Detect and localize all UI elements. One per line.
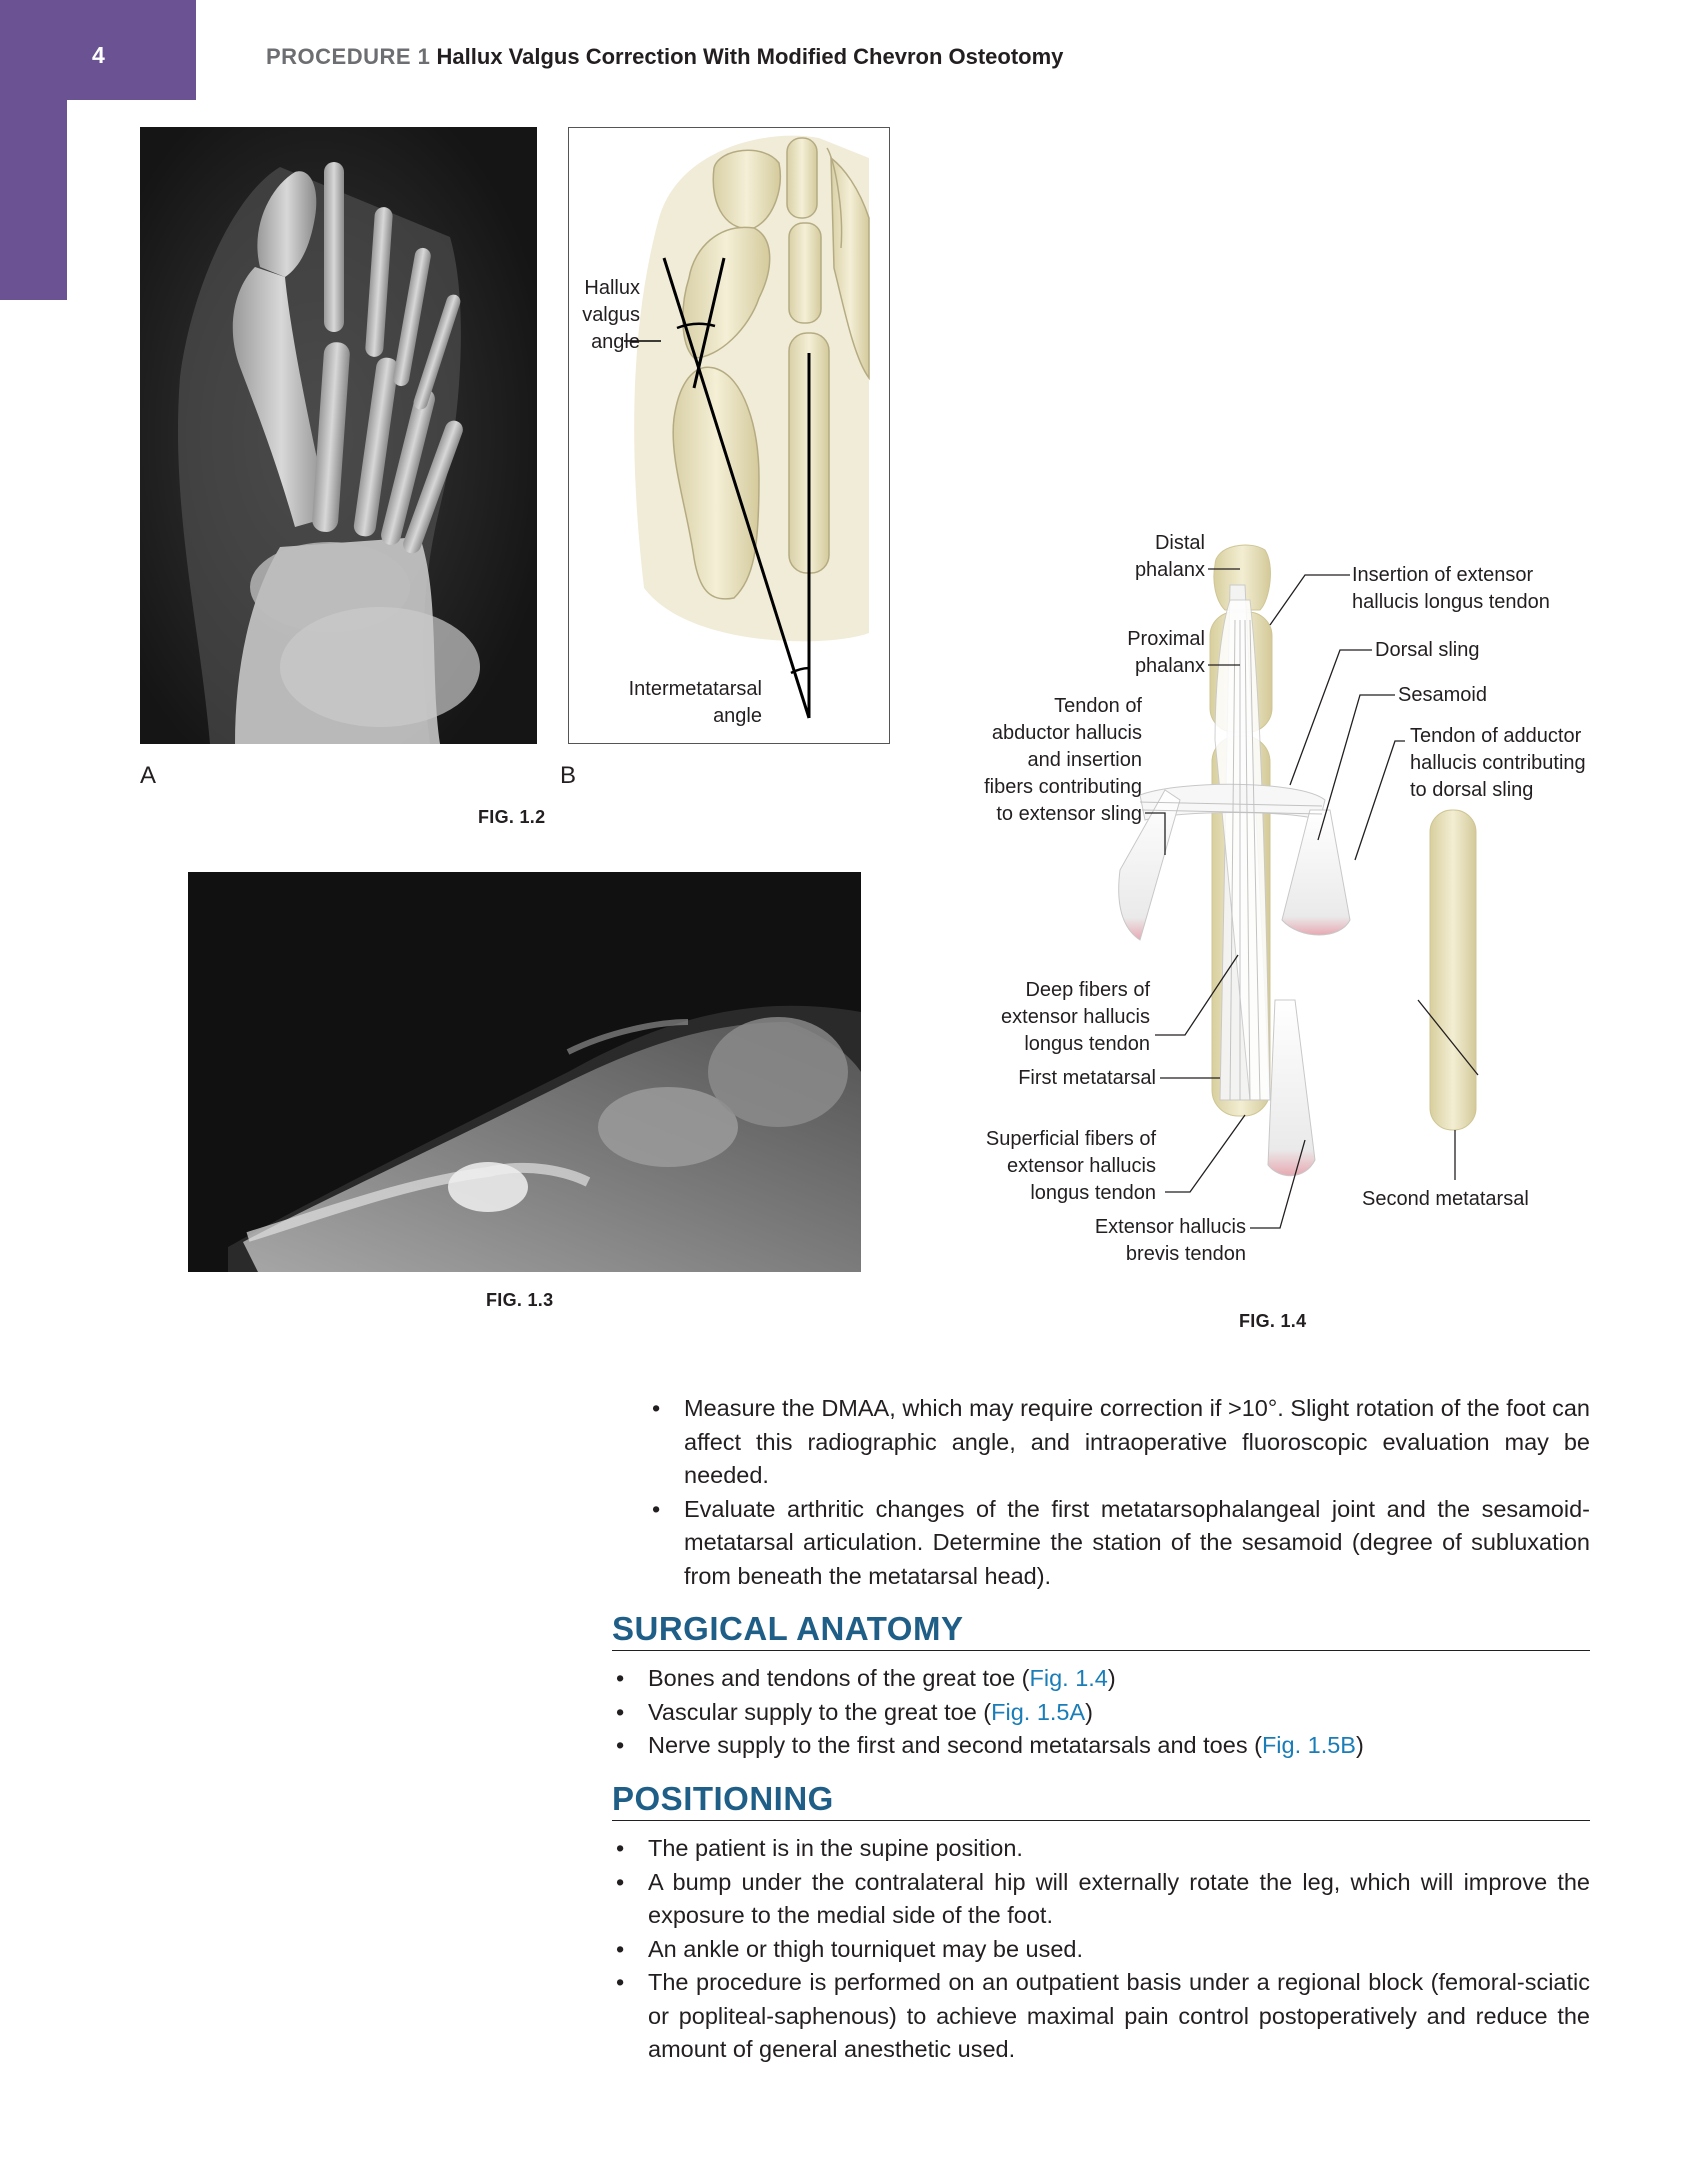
list-item [612, 1696, 1590, 1730]
panel-label-a: A [140, 762, 157, 789]
panel-label-b: B [560, 762, 577, 789]
label-adductor-hallucis [1410, 723, 1586, 804]
label-abductor-line4: fibers contributing [984, 776, 1142, 798]
label-deep-line2: extensor hallucis [1001, 1006, 1150, 1028]
label-distal-phalanx [1080, 530, 1205, 584]
label-dorsal-sling: Dorsal sling [1375, 639, 1480, 661]
label-adductor-line1: Tendon of adductor [1410, 725, 1582, 747]
label-hallux-valgus-line2: valgus [582, 304, 640, 326]
label-proximal-line1: Proximal [1127, 628, 1205, 650]
fig-1-3-caption: FIG. 1.3 [486, 1290, 554, 1310]
label-deep-line3: longus tendon [1024, 1033, 1150, 1055]
section-heading-positioning: POSITIONING [612, 1780, 1590, 1821]
label-abductor-line3: and insertion [1027, 749, 1142, 771]
fig-1-4-caption: FIG. 1.4 [1239, 1311, 1307, 1331]
surgical-anatomy-list [612, 1662, 1590, 1763]
label-abductor-line5: to extensor sling [996, 803, 1142, 825]
list-item [612, 1662, 1590, 1696]
label-abductor-hallucis [940, 693, 1142, 828]
positioning-list [612, 1832, 1590, 2067]
label-hallux-valgus-line1: Hallux [584, 277, 640, 299]
label-insertion-line2: hallucis longus tendon [1352, 591, 1550, 613]
label-superficial-line1: Superficial fibers of [985, 1128, 1156, 1150]
list-item: • Measure the DMAA, which may require correction if >10°. Slight rotation of the foot can affect this radiographic angle, and intraoperative fluoroscopic evaluation may be needed. [648, 1392, 1590, 1493]
label-insertion-line1: Insertion of extensor [1352, 564, 1534, 586]
fig-1-5a-link[interactable]: Fig. 1.5A [991, 1698, 1086, 1725]
label-abductor-line1: Tendon of [1054, 695, 1142, 717]
list-item: • The procedure is performed on an outpatient basis under a regional block (femoral-sciatic or popliteal-saphenous) to achieve maximal pain control postoperatively and reduce the amount of general anesthetic used. [612, 1966, 1590, 2067]
label-ehb-line1: Extensor hallucis [1094, 1216, 1246, 1238]
label-distal-line1: Distal [1154, 532, 1205, 554]
label-first-metatarsal: First metatarsal [1018, 1067, 1156, 1089]
fig-1-4-link[interactable]: Fig. 1.4 [1029, 1665, 1108, 1691]
label-abductor-line2: abductor hallucis [991, 722, 1142, 744]
label-intermetatarsal-line2: angle [713, 705, 762, 727]
label-insertion-ehl [1352, 562, 1550, 616]
label-superficial-line3: longus tendon [1030, 1182, 1156, 1204]
procedure-label: PROCEDURE 1 [266, 44, 431, 69]
list-item: • A bump under the contralateral hip will externally rotate the leg, which will improve the exposure to the medial side of the foot. [612, 1866, 1590, 1933]
item-tail: ) [1085, 1698, 1093, 1725]
label-intermetatarsal-line1: Intermetatarsal [628, 678, 762, 700]
chapter-title: Hallux Valgus Correction With Modified Chevron Osteotomy [436, 44, 1064, 69]
list-item: • An ankle or thigh tourniquet may be used. [612, 1933, 1590, 1967]
label-deep-fibers-ehl [960, 977, 1150, 1058]
label-hallux-valgus-line3: angle [591, 331, 640, 353]
label-deep-line1: Deep fibers of [1025, 979, 1150, 1001]
item-text: Nerve supply to the first and second metatarsals and toes ( [648, 1732, 1262, 1758]
list-item: • Evaluate arthritic changes of the first metatarsophalangeal joint and the sesamoid-metatarsal articulation. Determine the station of the sesamoid (degree of subluxation from beneath the metatarsal head). [648, 1493, 1590, 1594]
label-proximal-phalanx [1080, 626, 1205, 680]
section-heading-surgical-anatomy: SURGICAL ANATOMY [612, 1610, 1590, 1651]
item-text: Vascular supply to the great toe ( [648, 1698, 992, 1725]
label-adductor-line3: to dorsal sling [1410, 779, 1534, 801]
label-distal-line2: phalanx [1134, 559, 1205, 581]
fig-1-2-caption: FIG. 1.2 [478, 807, 546, 827]
list-item: • The patient is in the supine position. [612, 1832, 1590, 1866]
fig-1-5b-link[interactable]: Fig. 1.5B [1261, 1732, 1356, 1758]
item-tail: ) [1355, 1732, 1364, 1758]
label-ehb-line2: brevis tendon [1125, 1243, 1246, 1265]
item-text: Bones and tendons of the great toe ( [648, 1665, 1030, 1691]
label-ehb-tendon [1040, 1214, 1246, 1268]
page-number: 4 [92, 42, 105, 68]
label-sesamoid: Sesamoid [1398, 684, 1487, 706]
intro-bullet-list [648, 1392, 1590, 1593]
label-superficial-fibers-ehl [940, 1126, 1156, 1207]
label-second-metatarsal: Second metatarsal [1362, 1188, 1529, 1210]
list-item [612, 1729, 1590, 1763]
item-tail: ) [1107, 1665, 1116, 1691]
label-proximal-line2: phalanx [1134, 655, 1205, 677]
label-adductor-line2: hallucis contributing [1410, 752, 1586, 774]
label-superficial-line2: extensor hallucis [1007, 1155, 1156, 1177]
